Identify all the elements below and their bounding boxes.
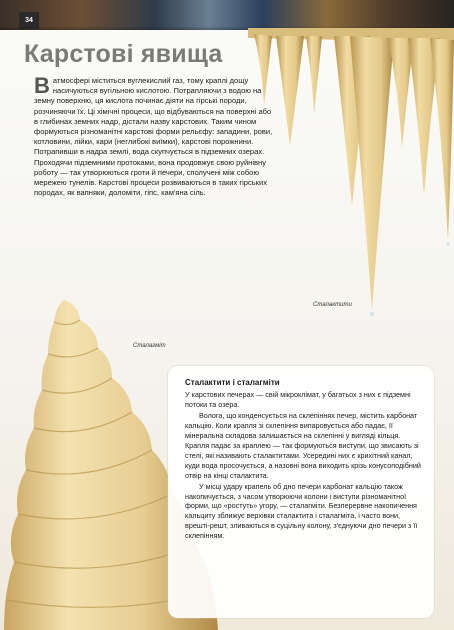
- intro-text: атмосфері міститься вуглекислий газ, тому краплі дощу насичуються вугільною кислотою. Потрапляючи з водою на земну поверхню, ця кислота починає діяти на гірські породи, розчиняючи їх. Ці хімічні процеси, що відбуваються на поверхні або в глибинах земних надр, дістали назву карстових. Таким чином формуються різноманітні карстові форми рельєфу: западини, рови, котловини, лійки, кари (неглибокі виїмки), карстові порожнини. Потрапивши в надра землі, вода скупчується в підземних озерах. Проходячи підземними протоками, вона продовжує свою руйнівну роботу — так утворюються гроти й печери, сполучені між собою мережею тунелів. Карстові процеси розвиваються в таких гірських породах, як вапняки, доломіти, гіпс, кам'яна сіль.: [34, 76, 273, 198]
- sidebar-title: Сталактити і сталагміти: [185, 378, 280, 387]
- sidebar-paragraph-2: Волога, що конденсується на склепіннях печер, містить карбонат кальцію. Коли крапля зі склепіння випаровується або падає, її мінеральна складова залишається на склепінні у вигляді кільця. Крапля падає за краплею — так формуються виступи, що звисають зі стелі, які називають сталактитами. Усередині них є крихітний канал, куди вода просочується, а назовні вона виходить крізь конусоподібний отвір на кінці сталактита.: [185, 410, 421, 480]
- stalactites-illustration: [248, 28, 454, 328]
- header-photo-strip: [0, 0, 454, 30]
- sidebar-paragraph-3: У місці удару крапель об дно печери карбонат кальцію також накопичується, з часом утворюючи колони і виступи різноманітної форми, що «ростуть» угору, — сталагміти. Безперервне накопичення кальциту зближує верхівки сталактита і сталагміта, і часто вони, врешті-решт, зливаються в суцільну колону, з'єднуючи дно печери з її склепінням.: [185, 481, 418, 541]
- page-title: Карстові явища: [24, 40, 223, 68]
- sidebar-paragraph-1: У карстових печерах — свій мікроклімат, у багатьох з них є підземні потоки та озера.: [185, 390, 411, 409]
- caption-stalagmite: Сталагміт: [133, 343, 166, 349]
- page-number: 34: [19, 12, 39, 29]
- caption-stalactites: Сталактити: [313, 302, 352, 308]
- drop-cap: В: [34, 73, 50, 98]
- intro-paragraph: [34, 73, 274, 198]
- sidebar-text: [185, 390, 423, 541]
